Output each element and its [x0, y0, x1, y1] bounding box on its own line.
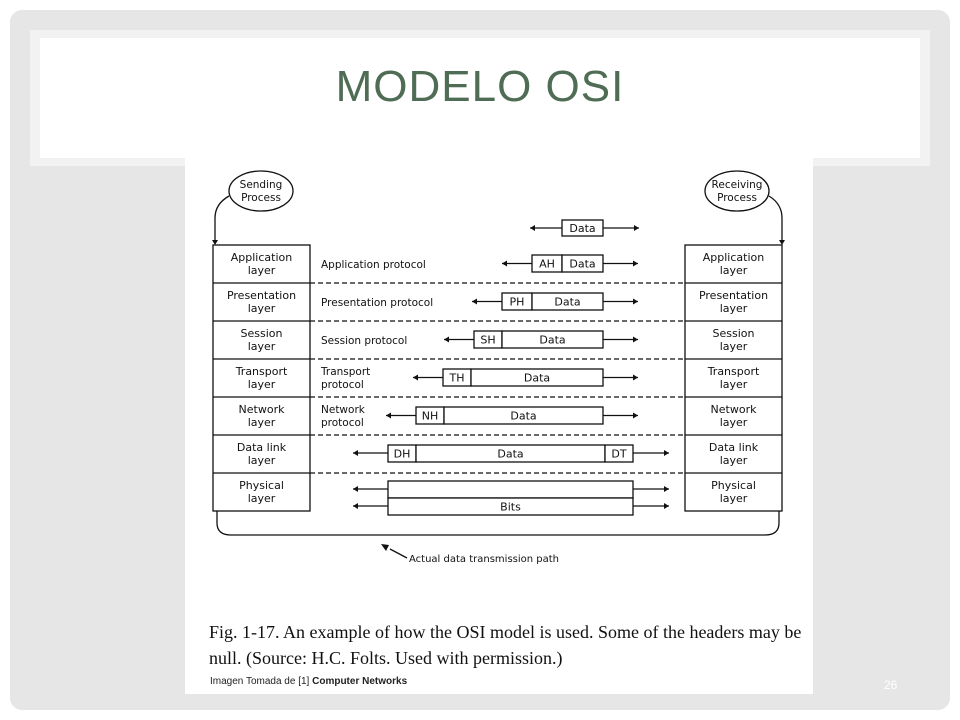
- layer-name-left: Physical: [239, 479, 284, 492]
- layer-name-right: layer: [719, 302, 748, 315]
- sending-process-ellipse: [229, 171, 293, 211]
- path-pointer-arrow: [381, 544, 389, 551]
- layer-name-left: layer: [247, 378, 276, 391]
- layer-name-right: layer: [719, 492, 748, 505]
- arrow-left: [353, 450, 358, 456]
- transmission-path-label: Actual data transmission path: [409, 554, 560, 565]
- source-prefix: Imagen Tomada de [1]: [210, 676, 310, 687]
- arrow-left: [413, 375, 418, 381]
- sending-process-label: Process: [241, 192, 281, 204]
- arrow-down: [779, 240, 785, 245]
- layer-name-left: Presentation: [226, 289, 297, 302]
- arrow-right: [664, 450, 669, 456]
- layer-name-left: Transport: [235, 365, 288, 378]
- protocol-label: Session protocol: [321, 335, 408, 347]
- layer-name-left: layer: [247, 302, 276, 315]
- sending-process-label: Sending: [239, 179, 283, 191]
- data-0-label: Data: [569, 257, 596, 271]
- layer-name-right: layer: [719, 340, 748, 353]
- arrow-right: [633, 413, 638, 419]
- arrow-left: [444, 337, 449, 343]
- data-1-label: Data: [554, 295, 581, 309]
- slide-title: MODELO OSI: [335, 62, 625, 111]
- layer-name-right: Network: [710, 403, 757, 416]
- header-ah-label: AH: [539, 257, 555, 271]
- layer-name-right: layer: [719, 378, 748, 391]
- arrow-left: [353, 503, 358, 509]
- data-2-label: Data: [539, 333, 566, 347]
- receiving-connector: [769, 196, 782, 240]
- arrow-left: [472, 299, 477, 305]
- arrow-down: [212, 240, 218, 245]
- layer-name-left: layer: [247, 264, 276, 277]
- layer-name-right: layer: [719, 264, 748, 277]
- header-th-label: TH: [449, 371, 465, 385]
- protocol-label: Application protocol: [321, 259, 426, 271]
- layer-name-right: Physical: [711, 479, 756, 492]
- arrow-right: [634, 225, 639, 231]
- layer-name-right: Session: [712, 327, 755, 340]
- arrow-right: [664, 503, 669, 509]
- receiving-process-ellipse: [705, 171, 769, 211]
- arrow-right: [633, 261, 638, 267]
- layer-name-left: layer: [247, 416, 276, 429]
- source-book: Computer Networks: [312, 676, 408, 687]
- layer-name-right: layer: [719, 454, 748, 467]
- top-data-label: Data: [569, 222, 596, 235]
- arrow-right: [664, 486, 669, 492]
- source-note: [210, 676, 407, 687]
- arrow-right: [633, 375, 638, 381]
- arrow-left: [386, 413, 391, 419]
- protocol-label: Transport: [321, 366, 371, 378]
- page-number: 26: [884, 678, 898, 692]
- layer-name-left: layer: [247, 454, 276, 467]
- protocol-label: protocol: [321, 379, 364, 391]
- layer-name-right: layer: [719, 416, 748, 429]
- layer-name-right: Application: [702, 251, 765, 264]
- figure-caption: Fig. 1-17. An example of how the OSI model is used. Some of the headers may be null. (Source: H.C. Folts. Used with permission.): [209, 622, 802, 668]
- arrow-right: [633, 337, 638, 343]
- trailer-dt-label: DT: [611, 447, 627, 461]
- protocol-label: Network: [321, 404, 365, 416]
- layer-name-right: Presentation: [698, 289, 769, 302]
- path-pointer: [390, 549, 407, 558]
- layer-name-right: Data link: [708, 441, 759, 454]
- protocol-label: Presentation protocol: [321, 297, 434, 309]
- protocol-label: protocol: [321, 417, 364, 429]
- arrow-right: [633, 299, 638, 305]
- sending-connector: [215, 196, 229, 240]
- bits-top-box: [388, 481, 633, 498]
- header-ph-label: PH: [509, 295, 525, 309]
- osi-diagram: [185, 156, 813, 596]
- header-nh-label: NH: [421, 409, 439, 423]
- layer-name-right: Transport: [707, 365, 760, 378]
- arrow-left: [353, 486, 358, 492]
- layer-name-left: Application: [230, 251, 293, 264]
- data-3-label: Data: [523, 371, 551, 385]
- header-dh-label: DH: [393, 447, 411, 461]
- layer-name-left: Data link: [236, 441, 287, 454]
- header-sh-label: SH: [480, 333, 496, 347]
- data-link-data-label: Data: [497, 447, 524, 461]
- arrow-left: [530, 225, 535, 231]
- data-4-label: Data: [510, 409, 537, 423]
- receiving-process-label: Process: [717, 192, 757, 204]
- arrow-left: [502, 261, 507, 267]
- layer-name-left: Session: [240, 327, 283, 340]
- layer-name-left: layer: [247, 340, 276, 353]
- layer-name-left: Network: [238, 403, 285, 416]
- layer-name-left: layer: [247, 492, 276, 505]
- receiving-process-label: Receiving: [711, 179, 763, 191]
- bits-label: Bits: [500, 500, 521, 514]
